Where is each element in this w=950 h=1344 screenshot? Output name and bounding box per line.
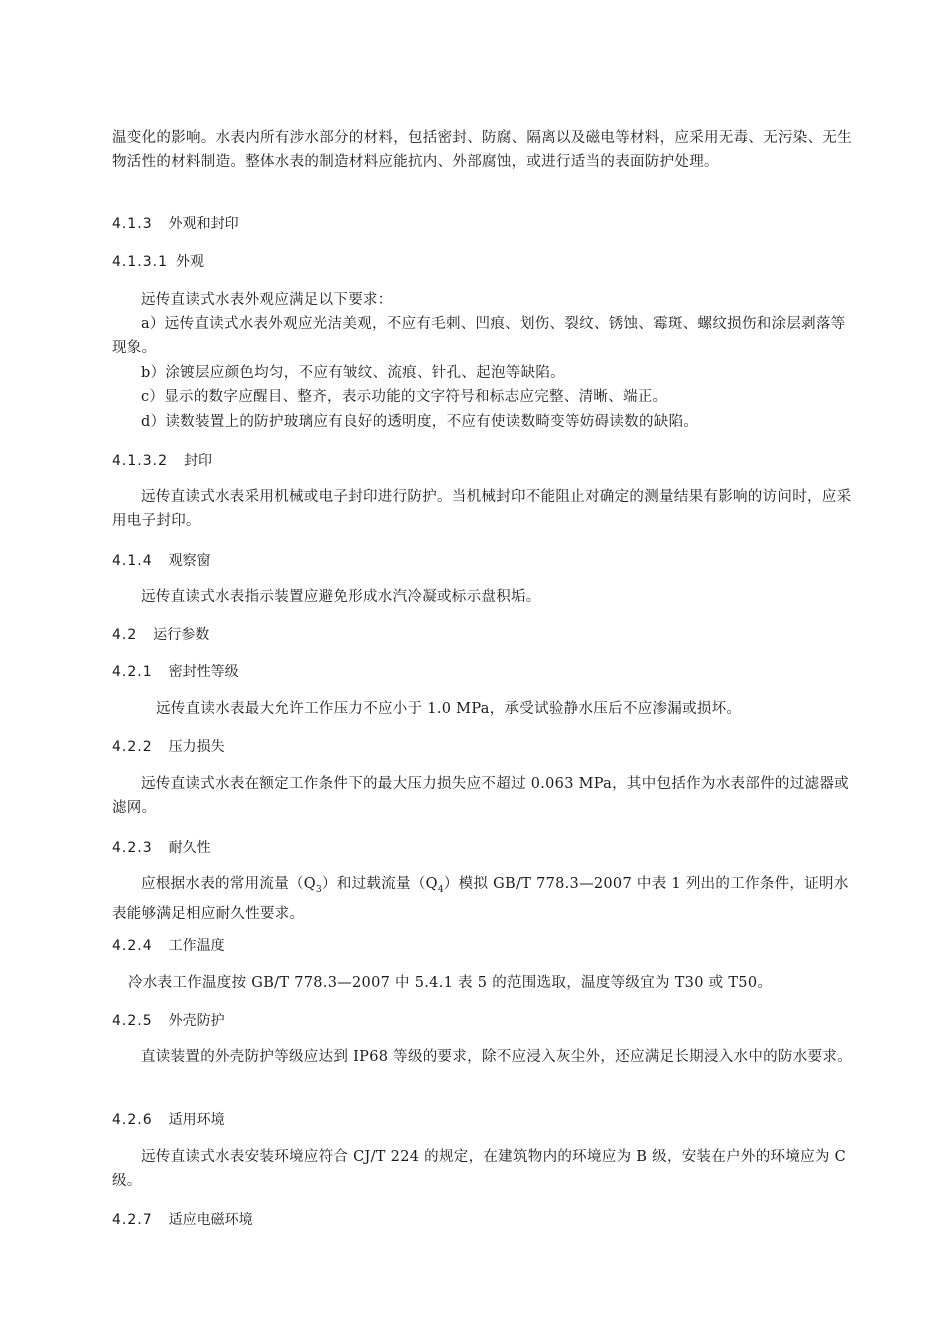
heading-4-1-3-1	[112, 252, 204, 272]
temperature-paragraph: 冷水表工作温度按 GB/T 778.3—2007 中 5.4.1 表 5 的范围选取，温度等级宜为 T30 或 T50。	[128, 975, 773, 991]
appearance-item-d: d）读数装置上的防护玻璃应有良好的透明度，不应有使读数畸变等妨碍读数的缺陷。	[141, 414, 699, 430]
heading-title: 封印	[183, 453, 212, 469]
subscript-4: 4	[437, 884, 444, 895]
heading-4-2-3	[112, 838, 211, 858]
heading-number: 4.1.3.2	[112, 453, 168, 469]
heading-title: 观察窗	[168, 553, 211, 569]
appearance-item-b: b）涂镀层应颜色均匀，不应有皱纹、流痕、针孔、起泡等缺陷。	[141, 365, 565, 381]
heading-title: 运行参数	[153, 627, 210, 643]
durability-paragraph	[112, 872, 858, 926]
heading-4-1-4	[112, 551, 211, 571]
heading-4-2	[112, 625, 209, 645]
appearance-item-c: c）显示的数字应醒目、整齐，表示功能的文字符号和标志应完整、清晰、端正。	[141, 389, 668, 405]
heading-number: 4.2.7	[112, 1212, 153, 1228]
heading-number: 4.2.3	[112, 840, 153, 856]
subscript-3: 3	[316, 884, 323, 895]
heading-title: 适应电磁环境	[168, 1212, 253, 1228]
window-paragraph: 远传直读式水表指示装置应避免形成水汽冷凝或标示盘积垢。	[141, 589, 541, 605]
heading-title: 适用环境	[168, 1112, 225, 1128]
appearance-item-a: a）远传直读式水表外观应光洁美观，不应有毛刺、凹痕、划伤、裂纹、锈蚀、霉斑、螺纹损伤和涂层剥落等现象。	[112, 316, 846, 356]
heading-title: 耐久性	[168, 840, 211, 856]
heading-number: 4.1.4	[112, 553, 153, 569]
heading-4-2-4	[112, 936, 225, 956]
durability-text-post: ）模拟 GB/T 778.3—2007 中表 1 列出的工作条件，证明水表能够满足相应耐久性要求。	[112, 876, 849, 922]
heading-title: 密封性等级	[168, 664, 239, 680]
heading-4-2-2	[112, 737, 225, 757]
heading-title: 外壳防护	[168, 1013, 225, 1029]
sealing-paragraph: 远传直读水表最大允许工作压力不应小于 1.0 MPa，承受试验静水压后不应渗漏或损坏。	[156, 701, 742, 717]
heading-number: 4.2	[112, 627, 138, 643]
heading-4-2-5	[112, 1011, 225, 1031]
appearance-lead: 远传直读式水表外观应满足以下要求：	[141, 292, 393, 308]
seal-paragraph: 远传直读式水表采用机械或电子封印进行防护。当机械封印不能阻止对确定的测量结果有影响的访问时，应采用电子封印。	[112, 489, 852, 529]
heading-title: 压力损失	[168, 739, 225, 755]
intro-paragraph: 温变化的影响。水表内所有涉水部分的材料，包括密封、防腐、隔离以及磁电等材料，应采用无毒、无污染、无生物活性的材料制造。整体水表的制造材料应能抗内、外部腐蚀，或进行适当的表面防护处理。	[112, 130, 852, 170]
heading-title: 工作温度	[168, 938, 225, 954]
pressure-loss-paragraph: 远传直读式水表在额定工作条件下的最大压力损失应不超过 0.063 MPa，其中包括作为水表部件的过滤器或滤网。	[112, 776, 849, 816]
heading-number: 4.2.4	[112, 938, 153, 954]
durability-text-pre: 应根据水表的常用流量（Q	[141, 876, 316, 892]
heading-4-1-3-2	[112, 451, 212, 471]
enclosure-paragraph: 直读装置的外壳防护等级应达到 IP68 等级的要求，除不应浸入灰尘外，还应满足长期浸入水中的防水要求。	[141, 1049, 852, 1065]
environment-paragraph: 远传直读式水表安装环境应符合 CJ/T 224 的规定，在建筑物内的环境应为 B 级，安装在户外的环境应为 C 级。	[112, 1149, 847, 1189]
heading-4-1-3	[112, 214, 239, 234]
heading-number: 4.2.5	[112, 1013, 153, 1029]
heading-number: 4.2.2	[112, 739, 153, 755]
durability-text-mid: ）和过载流量（Q	[322, 876, 438, 892]
heading-title: 外观	[175, 254, 204, 270]
heading-4-2-1	[112, 662, 239, 682]
heading-number: 4.1.3.1	[112, 254, 168, 270]
heading-number: 4.2.1	[112, 664, 153, 680]
heading-4-2-6	[112, 1110, 225, 1130]
heading-4-2-7	[112, 1210, 253, 1230]
heading-number: 4.2.6	[112, 1112, 153, 1128]
heading-number: 4.1.3	[112, 216, 153, 232]
heading-title: 外观和封印	[168, 216, 239, 232]
